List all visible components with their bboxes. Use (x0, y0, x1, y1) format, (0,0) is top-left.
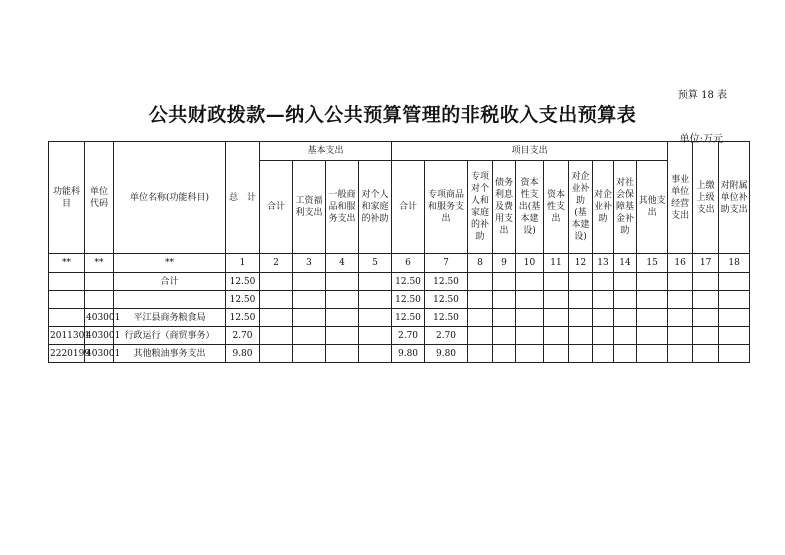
cell-name: 行政运行（商贸事务） (114, 327, 226, 345)
page-title: 公共财政拨款—纳入公共预算管理的非税收入支出预算表 (148, 104, 637, 126)
cell-code (85, 273, 114, 291)
cell-total: 12.50 (226, 291, 260, 309)
unit-label: 单位:万元 (679, 134, 723, 145)
column-number-row (49, 254, 750, 273)
col-num: 12 (569, 254, 593, 273)
col-num: 1 (226, 254, 260, 273)
header-proj-capital: 资本性支出 (544, 161, 569, 254)
cell-proj-total: 12.50 (392, 273, 425, 291)
table-row (49, 273, 750, 291)
col-num: 5 (359, 254, 392, 273)
header-basic-goods: 一般商品和服务支出 (326, 161, 359, 254)
table-row (49, 309, 750, 327)
cell-proj-total: 2.70 (392, 327, 425, 345)
table-row (49, 291, 750, 309)
header-unit-code: 单位代码 (85, 142, 114, 254)
cell-proj-goods: 2.70 (425, 327, 468, 345)
col-num: 14 (614, 254, 637, 273)
cell-func (49, 273, 85, 291)
cell-func: 2220199 (49, 345, 85, 363)
header-project-group: 项目支出 (392, 142, 668, 161)
col-num: 9 (493, 254, 516, 273)
col-num: 6 (392, 254, 425, 273)
col-num: 16 (668, 254, 693, 273)
col-num: 2 (260, 254, 293, 273)
cell-proj-total: 9.80 (392, 345, 425, 363)
table-row (49, 327, 750, 345)
header-proj-enterprise-base: 对企业补助(基本建设) (569, 161, 593, 254)
cell-total: 2.70 (226, 327, 260, 345)
header-basic-subtotal: 合计 (260, 161, 293, 254)
col-num: 4 (326, 254, 359, 273)
cell-code: 403001 (85, 327, 114, 345)
cell-proj-total: 12.50 (392, 309, 425, 327)
table-row (49, 345, 750, 363)
col-num: 11 (544, 254, 569, 273)
col-num: 17 (693, 254, 719, 273)
cell-code: 403001 (85, 345, 114, 363)
col-num: ** (85, 254, 114, 273)
cell-proj-goods: 9.80 (425, 345, 468, 363)
budget-table (48, 141, 750, 363)
header-total: 总 计 (226, 142, 260, 254)
cell-name: 平江县商务粮食局 (114, 309, 226, 327)
cell-proj-total: 12.50 (392, 291, 425, 309)
header-basic-group: 基本支出 (260, 142, 392, 161)
header-proj-social: 对社会保障基金补助 (614, 161, 637, 254)
col-num: 3 (293, 254, 326, 273)
cell-proj-goods: 12.50 (425, 309, 468, 327)
col-num: 8 (468, 254, 493, 273)
header-proj-enterprise: 对企业补助 (593, 161, 614, 254)
col-num: ** (114, 254, 226, 273)
header-proj-personal: 专项对个人和家庭的补助 (468, 161, 493, 254)
header-subordinate: 对附属单位补助支出 (719, 142, 750, 254)
header-proj-capital-base: 资本性支出(基本建设) (516, 161, 544, 254)
cell-total: 9.80 (226, 345, 260, 363)
header-proj-other: 其他支出 (637, 161, 668, 254)
cell-name: 其他粮油事务支出 (114, 345, 226, 363)
cell-func (49, 291, 85, 309)
header-proj-subtotal: 合计 (392, 161, 425, 254)
col-num: 13 (593, 254, 614, 273)
header-proj-goods: 专项商品和服务支出 (425, 161, 468, 254)
cell-code (85, 291, 114, 309)
col-num: 7 (425, 254, 468, 273)
header-upper-level: 上缴上级支出 (693, 142, 719, 254)
header-basic-wages: 工资福利支出 (293, 161, 326, 254)
col-num: 15 (637, 254, 668, 273)
header-proj-debt: 债务利息及费用支出 (493, 161, 516, 254)
header-func-code: 功能科目 (49, 142, 85, 254)
header-public-institution: 事业单位经营支出 (668, 142, 693, 254)
cell-total: 12.50 (226, 273, 260, 291)
col-num: 10 (516, 254, 544, 273)
table-number: 预算 18 表 (677, 90, 727, 101)
col-num: ** (49, 254, 85, 273)
cell-name (114, 291, 226, 309)
col-num: 18 (719, 254, 750, 273)
header-basic-personal: 对个人和家庭的补助 (359, 161, 392, 254)
cell-total: 12.50 (226, 309, 260, 327)
cell-proj-goods: 12.50 (425, 273, 468, 291)
cell-func (49, 309, 85, 327)
cell-func: 2011301 (49, 327, 85, 345)
cell-proj-goods: 12.50 (425, 291, 468, 309)
header-unit-name: 单位名称(功能科目) (114, 142, 226, 254)
cell-name: 合计 (114, 273, 226, 291)
cell-code: 403001 (85, 309, 114, 327)
